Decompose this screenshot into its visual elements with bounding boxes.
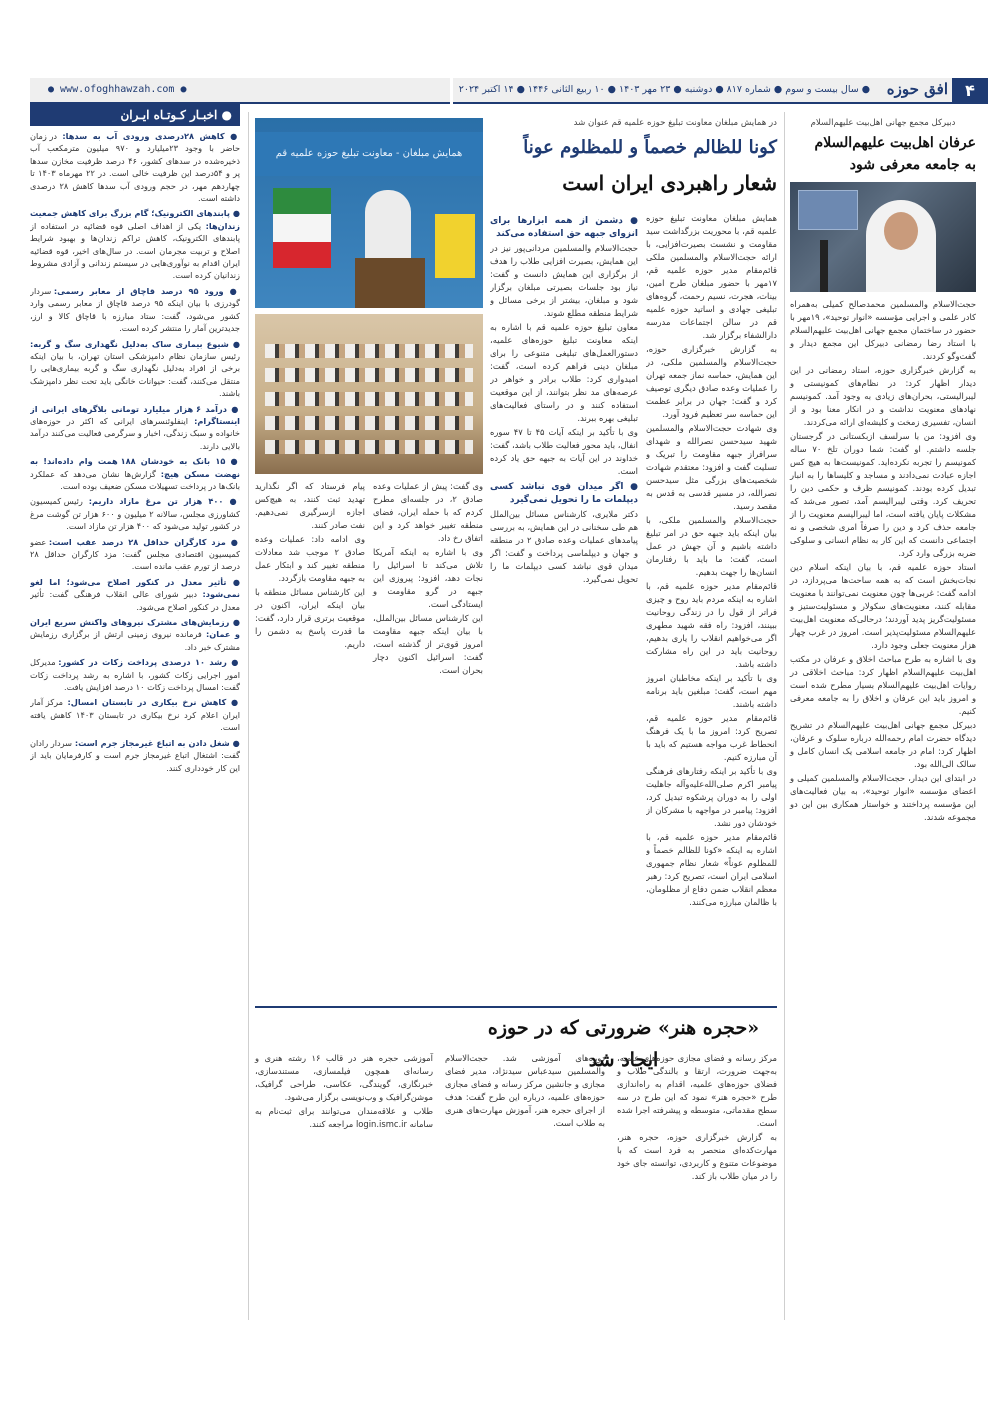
paragraph: طلاب و علاقه‌مندان می‌توانند برای ثبت‌نام به سامانه login.ismc.ir مراجعه کنند. — [255, 1106, 433, 1129]
brief-item — [30, 130, 240, 204]
paragraph: حجت‌الاسلام والمسلمین ملکی، با بیان اینکه باید جبهه حق در امر تبلیغ داشته باشیم و آن جهش در عمل است، گفت: ما باید با رفتارمان انسان‌ها را جهت بدهیم. — [646, 515, 777, 577]
brief-title: ● ۴۰۰ هزار تن مرغ مازاد داریم: — [88, 496, 240, 507]
website-url[interactable]: ● www.ofoghhawzah.com ● — [30, 78, 450, 104]
page-number: ۴ — [952, 78, 988, 104]
right-article-kicker: دبیرکل مجمع جهانی اهل‌بیت علیهم‌السلام — [810, 118, 956, 128]
section-subheading: ● اگر میدان قوی نباشد کسی دیپلمات ما را تحویل نمی‌گیرد — [490, 482, 638, 505]
brief-item — [30, 207, 240, 281]
brief-text: گزارش‌ها نشان می‌دهد که عملکرد بانک‌ها در پرداخت تسهیلات مسکن ضعیف بوده است. — [30, 468, 240, 491]
main-article-column-3 — [255, 480, 483, 1002]
podium — [355, 258, 425, 308]
section-subheading: ● دشمن از همه ابزارها برای انزوای جبهه حق استفاده می‌کند — [490, 216, 638, 239]
paragraph: آموزشی حجره هنر در قالب ۱۶ رشته هنری و رسانه‌ای همچون فیلمسازی، مستندسازی، خبرنگاری، گویندگی، عکاسی، طراحی گرافیک، موشن‌گرافیک و وب‌نویسی برگزار می‌شود. — [255, 1053, 433, 1102]
brief-text: فرمانده نیروی زمینی ارتش از برگزاری رزمایش مشترک خبر داد. — [30, 629, 240, 652]
brief-title: ● رزمایش‌های مشترک نیروهای واکنش سریع ایران و عمان: — [30, 617, 240, 640]
paragraph: مرکز رسانه و فضای مجازی حوزه‌های علمیه، به‌جهت ضرورت، ارتقا و بالندگی طلاب و فضلای حوزه‌های علمیه، اقدام به راه‌اندازی طرح «حجره هنر» نمود که این طرح در سه سطح مقدماتی، متوسطه و پیشرفته اجرا شده است. — [617, 1053, 777, 1128]
honar-article-body — [255, 1052, 777, 1320]
main-article-column-1 — [646, 212, 777, 1002]
paragraph: وی افزود: من با سرلسف ازبکستانی در گرجستان جلسه داشتم. او گفت: شما دوران تلخ ۷۰ ساله کمونیسم را تجربه نکرده‌اید. کمونیست‌ها به هیچ کس اجازه عبادت نمی‌دادند و مساجد و کلیساها را به انبار تبدیل کرده بودند. کمونیسم ظرف و حکمی دین را تحریف کرد. وقتی لیبرالیسم آمد، تصور می‌شد که مشکلات پایان یافته است، اما لیبرالیسم معنویت را از جامعه حذف کرد و دین را صرفاً امری شخصی و نه اجتماعی دانست که این کار به نظام انسانی و سلوکی ضربه بزرگی وارد کرد. — [790, 431, 976, 558]
right-article — [790, 118, 976, 1318]
paragraph: وی با تأکید بر اینکه مخاطبان امروز مهم است، گفت: مبلغین باید برنامه داشته باشند. — [646, 673, 777, 709]
brief-item — [30, 616, 240, 653]
audience-row — [265, 368, 473, 382]
paragraph: دبیرکل مجمع جهانی اهل‌بیت علیهم‌السلام در تشریح دیدگاه حضرت امام رحمه‌الله درباره سلوک و عرفان، اظهار کرد: امام در جامعه اسلامی یک انسان کامل و سالک الی‌الله بود. — [790, 720, 976, 769]
paragraph: این کارشناس مسائل منطقه با بیان اینکه ایران، اکنون در موقعیت برتری قرار دارد، گفت: ما قدرت پاسخ به دشمن را داریم. — [255, 587, 365, 649]
audience-row — [265, 392, 473, 406]
brief-text: اینفلوئنسرهای ایرانی که اکثر در حوزه‌های خانواده و سبک زندگی، اخبار و سرگرمی فعالیت می‌کنند درآمد بالایی دارند. — [30, 415, 240, 451]
paragraph: وی با تأکید بر اینکه آیات ۴۵ تا ۴۷ سوره انفال، باید محور فعالیت طلاب باشد، گفت: خداوند در این آیات به جبهه حق یاد کرده است. — [490, 427, 638, 476]
yellow-flag-icon — [435, 214, 475, 278]
brief-item — [30, 576, 240, 613]
paragraph: دوره‌های آموزشی شد. حجت‌الاسلام والمسلمین سیدعباس سیدنژاد، مدیر فضای مجازی و جانشین مرکز رسانه و فضای مجازی حوزه‌های علمیه، درباره این طرح گفت: هدف از اجرای حجره هنر، آموزش مهارت‌های هنری به طلاب است. — [445, 1053, 605, 1128]
speaker-face — [884, 212, 918, 250]
honar-column — [617, 1052, 777, 1320]
brief-text: عضو کمیسیون اقتصادی مجلس گفت: مزد کارگران حداقل ۲۸ درصد از تورم عقب مانده است. — [30, 536, 240, 572]
paragraph: قائم‌مقام مدیر حوزه علمیه قم، با اشاره به اینکه «کونا للظالم خصماً و للمظلوم عوناً» شعار نظام جمهوری اسلامی ایران است، تصریح کرد: رهبر معظم انقلاب ضمن دفاع از مظلومان، با ظالمان مبارزه می‌کنند. — [646, 832, 777, 907]
brief-text: یکی از اهداف اصلی قوه قضائیه در استفاده از پابندهای الکترونیک، کاهش تراکم زندان‌ها و بهبود شرایط اصلاح و تربیت مجرمان است. در سال‌های اخیر، قوه قضائیه ایران اقدام به نوآوری‌هایی در سیستم زندانی و آزادی مشروط زندانیان کرده است. — [30, 220, 240, 281]
paragraph: وی با اشاره به اینکه آمریکا تلاش می‌کند تا اسرائیل را نجات دهد، افزود: پیروزی این جبهه در گرو مقاومت و ایستادگی است. — [373, 547, 483, 609]
paragraph: حجت‌الاسلام والمسلمین محمدصالح کمیلی به‌همراه کادر علمی و اجرایی مؤسسه «انوار توحید»، ۱۹مهر با حضور در ساختمان مجمع جهانی اهل‌بیت علیهم‌السلام با استاد رضا رمضانی دبیرکل این مجمع دیدار و گفت‌وگو کردند. — [790, 299, 976, 361]
microphone-icon — [820, 240, 828, 292]
honar-column — [255, 1052, 433, 1320]
brief-title: ● درآمد ۶ هزار میلیارد تومانی بلاگرهای ایرانی از اینستاگرام: — [30, 403, 240, 426]
brief-title: ● مزد کارگران حداقل ۲۸ درصد عقب است: — [48, 536, 240, 547]
column-divider — [248, 112, 249, 1320]
honar-column — [445, 1052, 605, 1320]
audience-row — [265, 416, 473, 430]
main-article-kicker: در همایش مبلغان معاونت تبلیغ حوزه علمیه قم عنوان شد — [573, 118, 777, 128]
brief-title: ● تأثیر معدل در کنکور اصلاح می‌شود؛ اما لغو نمی‌شود: — [30, 576, 240, 600]
main-article-title: کونا للظالم خصماً و للمظلوم عوناً — [523, 137, 777, 158]
right-article-title-2: به جامعه معرفی شود — [849, 157, 976, 173]
main-article-column-2 — [490, 212, 638, 1002]
brief-title: ● کاهش نرخ بیکاری در تابستان امسال: — [67, 697, 240, 708]
right-article-body — [790, 298, 976, 824]
paragraph: وی گفت: پیش از عملیات وعده صادق ۲، در جلسه‌ای مطرح کردم که با حمله ایران، فضای منطقه تغییر خواهد کرد و این اتفاق رخ داد. — [373, 481, 484, 543]
paragraph: وی ادامه داد: عملیات وعده صادق ۲ موجب شد معادلات منطقه تغییر کند و ابتکار عمل به جبهه مقاومت بازگردد. — [255, 534, 365, 583]
column-divider — [784, 112, 785, 1320]
paragraph: همایش مبلغان معاونت تبلیغ حوزه علمیه قم، با محوریت بزرگداشت سید مقاومت و نشست بصیرت‌افزایی، با ارائه حجت‌الاسلام والمسلمین ملکی قائم‌مقام مدیر حوزه علمیه قم، ۱۷مهر با حضور مبلغان طرح امین، بینات، هجرت، نسیم رحمت، گروه‌های تبلیغی جهادی و اساتید حوزه علمیه قم در سالن اجتماعات مدرسه دارالشفاء برگزار شد. — [646, 213, 777, 340]
paragraph: وی با اشاره به طرح مباحث اخلاق و عرفان در مکتب اهل‌بیت علیهم‌السلام اظهار کرد: مباحث اخلاقی در روایات اهل‌بیت علیهم‌السلام بسیار مطرح شده است و امروز باید این عرفان و اخلاق را به جامعه معرفی کنیم. — [790, 654, 976, 716]
brief-title: ● ۱۵ بانک به خودشان ۱۸۸ همت وام داده‌اند! به نهضت مسکن هیچ: — [30, 456, 240, 479]
brief-text: در زمان حاضر با وجود ۲۳میلیارد و ۹۷۰ میلیون مترمکعب آب ذخیره‌شده در سدهای کشور، ۴۶ درصد ظرفیت مخازن سدها پر و ۵۴درصد این ظرفیت خالی است. در ۲۲ مهرماه ۱۴۰۳ تا چهاردهم مهر، در حجم ورودی آب سدها کاهش ۲۸ درصدی داشته است. — [30, 131, 240, 204]
brief-text: مرکز آمار ایران اعلام کرد نرخ بیکاری در تابستان ۱۴۰۳ کاهش یافته است. — [30, 697, 240, 733]
brief-item — [30, 338, 240, 400]
iran-flag-icon — [273, 188, 331, 268]
brief-text: رئیس کمیسیون کشاورزی مجلس، سالانه ۲ میلیون و ۶۰۰ هزار تن گوشت مرغ در کشور تولید می‌شود که ۴۰۰ هزار تن مازاد است. — [30, 496, 240, 532]
newspaper-logo: افق حوزه — [886, 80, 948, 98]
column-3-left — [255, 480, 365, 1002]
page-header — [30, 78, 988, 104]
audience-row — [265, 440, 473, 454]
paragraph: به گزارش خبرگزاری حوزه، استاد رمضانی در این دیدار اظهار کرد: در نظام‌های کمونیستی و لیبرالیستی، بحران‌های زیادی به وجود آمد. کمونیسم نهادهای معنویت نداشت و در انکار معنا بود و از انسان، تفسیری زمخت و کلیشه‌ای ارائه می‌کردند. — [790, 365, 976, 427]
brief-text: سردار رادان گفت: اشتغال اتباع غیرمجاز جرم است و کارفرمایان باید از این کار خودداری کنند. — [30, 737, 240, 773]
conference-photo — [255, 118, 483, 308]
brief-item — [30, 656, 240, 693]
paragraph: وی شهادت حجت‌الاسلام والمسلمین شهید سیدحسن نصرالله و شهدای سرافراز جبهه مقاومت را تبریک و تسلیت گفت و افزود: معتقدم شهادت شخصیت‌های بزرگی مثل سیدحسن نصرالله، در مسیر قدسی به قدس به مقصد رسید. — [646, 423, 777, 511]
paragraph: حجت‌الاسلام والمسلمین مردانی‌پور نیز در این همایش، بصیرت افزایی طلاب را هدف از برگزاری این همایش دانست و گفت: نیاز بود جلسات بصیرتی مبلغان برگزار شود و مبلغان، بیشتر از برخی مسائل و شرایط منطقه مطلع شوند. — [490, 243, 638, 318]
conference-banner: همایش مبلغان - معاونت تبلیغ حوزه علمیه قم — [255, 132, 483, 176]
header-bar — [453, 78, 988, 104]
issue-info: ● سال بیست و سوم ● شماره ۸۱۷ ● دوشنبه ● ۲۳ مهر ۱۴۰۳ ● ۱۰ ربیع الثانی ۱۴۴۶ ● ۱۴ اکتبر ۲۰۲۴ — [458, 84, 870, 95]
main-article-subtitle: شعار راهبردی ایران است — [562, 171, 777, 195]
brief-item — [30, 696, 240, 733]
brief-text: سردار گودرزی با بیان اینکه ۹۵ درصد قاچاق از معابر رسمی وارد کشور می‌شود، گفت: ستاد مبارزه با قاچاق کالا و ارز، جدیدترین آمار را منتشر کرده است. — [30, 285, 240, 334]
paragraph: به گزارش خبرگزاری حوزه، حجت‌الاسلام والمسلمین ملکی، در این همایش، حماسه نماز جمعه تهران را عملیات وعده صادق دیگری توصیف کرد و گفت: جهان در برابر عظمت این حماسه سر تعظیم فرود آورد. — [646, 344, 777, 419]
brief-item — [30, 737, 240, 774]
brief-item — [30, 495, 240, 532]
speaker-photo — [790, 182, 976, 292]
brief-title: ● کاهش ۲۸درصدی ورودی آب به سدها: — [62, 131, 240, 141]
brief-item — [30, 403, 240, 453]
briefs-heading: ● اخبـار کـوتـاه ایـران — [30, 104, 240, 126]
speaker-figure — [365, 190, 411, 260]
paragraph: در ابتدای این دیدار، حجت‌الاسلام والمسلمین کمیلی و اعضای مؤسسه «انوار توحید»، به بیان فعالیت‌های این مؤسسه پرداختند و خواستار همکاری بین این دو مجموعه شدند. — [790, 773, 976, 822]
paragraph: استاد حوزه علمیه قم، با بیان اینکه اسلام دین نجات‌بخش است که به همه ساحت‌ها می‌پردازد، در ادامه گفت: غربی‌ها چون معنویت نمی‌توانند با معنویت مقابله کنند، معنویت‌های سکولار و مسئولیت‌ستیز و مسئولیت‌گریز پدید آوردند؛ درحالی‌که معنویت اهل‌بیت علیهم‌السلام مسئولیت‌پذیر است. امروز در غرب چهار هزار معنویت جعلی وجود دارد. — [790, 562, 976, 650]
paragraph: دکتر ملایری، کارشناس مسائل بین‌الملل هم طی سخنانی در این همایش، به بررسی پیامدهای عملیات وعده صادق ۲ در منطقه و جهان و دیپلماسی پرداخت و گفت: اگر میدان قوی نباشد کسی دیپلمات ما را تحویل نمی‌گیرد. — [490, 509, 638, 584]
brief-title: ● شغل دادن به اتباع غیرمجاز جرم است: — [74, 737, 240, 748]
brief-text: مدیرکل امور اجرایی زکات کشور، با اشاره به رشد پرداخت زکات گفت: امسال پرداخت زکات ۱۰ درصد افزایش یافت. — [30, 657, 240, 693]
brief-title: ● شیوع بیماری ساک به‌دلیل نگهداری سگ و گربه: — [30, 338, 240, 349]
brief-item — [30, 536, 240, 573]
brief-text: دبیر شورای عالی انقلاب فرهنگی گفت: تأثیر معدل در کنکور اصلاح می‌شود. — [30, 589, 240, 612]
column-3-right — [373, 480, 483, 1002]
paragraph: قائم‌مقام مدیر حوزه علمیه قم، تصریح کرد: امروز ما با یک فرهنگ انحطاط غرب مواجه هستیم که باید با آن مبارزه کنیم. — [646, 713, 777, 762]
display-screen — [798, 190, 858, 230]
news-briefs — [30, 104, 240, 1320]
brief-title: ● رشد ۱۰ درصدی پرداخت زکات در کشور: — [58, 657, 240, 668]
honar-article-title: «حجره هنر» ضرورتی که در حوزه ایجاد شد — [487, 1017, 760, 1071]
right-article-title-1: عرفان اهل‌بیت علیهم‌السلام — [814, 135, 976, 151]
audience-photo — [255, 314, 483, 474]
paragraph: وی با تأکید بر اینکه رفتارهای فرهنگی پیامبر اکرم صلی‌الله‌علیه‌وآله جاهلیت اولی را به دوران پرشکوه تبدیل کرد، افزود: پیامبر در مواجهه با مشرکان از خودشان دور نشد. — [646, 766, 777, 828]
brief-title: ● ورود ۹۵ درصد قاچاق از معابر رسمی: — [53, 285, 240, 296]
paragraph: این کارشناس مسائل بین‌الملل، با بیان اینکه جبهه مقاومت امروز قوی‌تر از گذشته است، گفت: اسرائیل اکنون دچار بحران است. — [373, 613, 483, 675]
audience-row — [265, 344, 473, 358]
paragraph: به گزارش خبرگزاری حوزه، حجره هنر، مهارت‌کده‌ای منحصر به فرد است که با موضوعات متنوع و کاربردی، توانسته جای خود را در میان طلاب باز کند. — [617, 1132, 777, 1181]
paragraph: معاون تبلیغ حوزه علمیه قم با اشاره به اینکه معاونت تبلیغ حوزه‌های علمیه، دستورالعمل‌های تبلیغی متنوعی را برای مبلغان دینی فراهم کرده است، گفت: امیدواری کرد: طلاب برادر و خواهر در عرصه‌های مد نظر بتوانند، از این موقعیت استفاده کنند و در راستای فعالیت‌های تبلیغی بهره ببرند. — [490, 322, 638, 423]
brief-item — [30, 285, 240, 335]
brief-text: رئیس سازمان نظام دامپزشکی استان تهران، با بیان اینکه برخی از افراد به‌دلیل نگهداری سگ و گربه بیماری‌هایی را منتقل می‌کنند، گفت: حیوانات خانگی باید تحت نظر دامپزشک باشند. — [30, 350, 240, 399]
paragraph: قائم‌مقام مدیر حوزه علمیه قم، با اشاره به اینکه مردم باید روح و چیزی فراتر از قول را در زندگی روحانیت ببینند، افزود: راه فقه شهید مطهری اگر می‌خواهیم انقلاب را یاری بدهیم، روحانیت باید در این راه مشارکت داشته باشد. — [646, 581, 777, 669]
paragraph: پیام فرستاد که اگر نگذارید تهدید ثبت کنند، به هیچ‌کس اجازه ازسرگیری نمی‌دهیم. نفت صادر کنند. — [255, 481, 365, 530]
brief-title: ● پابندهای الکترونیک؛ گام بزرگ برای کاهش جمعیت زندان‌ها: — [30, 208, 240, 231]
brief-item — [30, 455, 240, 492]
